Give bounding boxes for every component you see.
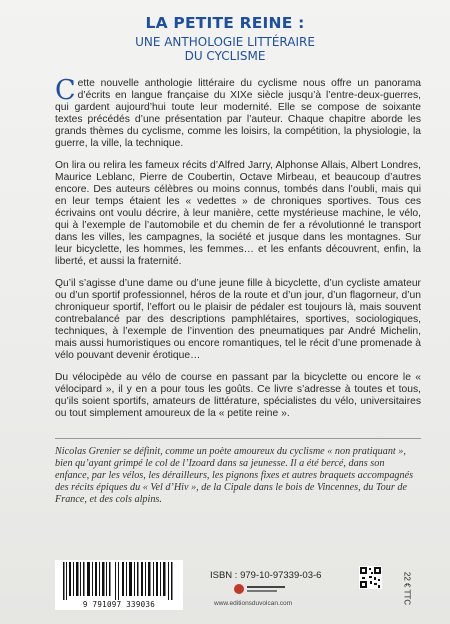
book-subtitle	[0, 35, 450, 63]
paragraph-3: Qu’il s’agisse d’une dame ou d’une jeune fille à bicyclette, d’un cycliste amateur ou d’un sportif professionnel, héros de la route et d’un jour, d’un flagorneur, d’un chroniqueur sportif, l’effort ou le plaisir de pédaler est toujours là, mais souvent contrebalancé par des descriptions pamphlétaires, sportives, sociologiques, techniques, à l’exemple de l’invention des pneumatiques par André Michelin, mais aussi humoristiques ou encore romantiques, tel le récit d’une promenade à vélo pouvant devenir érotique…	[55, 278, 421, 361]
price-label	[400, 566, 412, 616]
publisher-logo-icon	[233, 582, 288, 596]
paragraph-2: On lira ou relira les fameux récits d’Alfred Jarry, Alphonse Allais, Albert Londres, Maurice Leblanc, Pierre de Coubertin, Octave Mirbeau, et beaucoup d’autres encore. Des auteurs célèbres ou moins connus, tombés dans l’oubli, mais qui en leur temps étaient les « vedettes » de chroniques sportives. Tous ces écrivains ont voulu décrire, à leur manière, cette mystérieuse machine, le vélo, qui à l’exemple de l’automobile et du chemin de fer a révolutionné le transport dans les villes, les campagnes, la société et jusque dans les montagnes. Sur leur bicyclette, les hommes, les femmes… et les enfants découvrent, enfin, la liberté, et aussi la fraternité.	[55, 160, 421, 267]
paragraph-1-text: ette nouvelle anthologie littéraire du cyclisme nous offre un panorama d’écrits en langue française du XIXe siècle jusqu’à l’entre-deux-guerres, qui gardent aujourd’hui toute leur modernité. Elle se compose de soixante textes précédés d’une présentation par l’auteur. Chaque chapitre aborde les grands thèmes du cyclisme, comme les loisirs, la compétition, la physiologie, la guerre, la ville, la technique.	[55, 78, 421, 149]
drop-cap: C	[55, 75, 76, 106]
book-title: LA PETITE REINE :	[145, 14, 305, 32]
subtitle-line-1: UNE ANTHOLOGIE LITTÉRAIRE	[135, 35, 315, 49]
barcode-bars-icon	[57, 562, 181, 600]
publisher-website: www.editionsduvolcan.com	[214, 600, 293, 607]
price-text: 22 € TTC	[402, 571, 412, 606]
barcode	[55, 560, 183, 610]
paragraph-1	[55, 75, 421, 150]
paragraph-4: Du vélocipède au vélo de course en passant par la bicyclette ou encore le « vélocipard », il y en a pour tous les goûts. Ce livre s’adresse à toutes et tous, qu’ils soient sportifs, amateurs de littérature, spécialistes du vélo, universitaires ou tout simplement amoureux de la « petite reine ».	[55, 372, 421, 419]
author-bio: Nicolas Grenier se définit, comme un poète amoureux du cyclisme « non pratiquant », bien qu’ayant grimpé le col de l’Izoard dans sa jeunesse. Il a été bercé, dans son enfance, par les vélos, les dérailleurs, les pignons fixes et autres braquets accompagnés des récits épiques du « Vel d’Hiv », de la Cipale dans le bois de Vincennes, du Tour de France, et des cols alpins.	[55, 446, 414, 505]
subtitle-line-2: DU CYCLISME	[184, 49, 266, 63]
blurb	[55, 75, 421, 430]
barcode-digits: 9 791097 339036	[82, 600, 156, 609]
qr-code-icon	[359, 566, 382, 589]
isbn-label: ISBN : 979-10-97339-03-6	[210, 570, 322, 581]
section-divider	[55, 438, 421, 439]
